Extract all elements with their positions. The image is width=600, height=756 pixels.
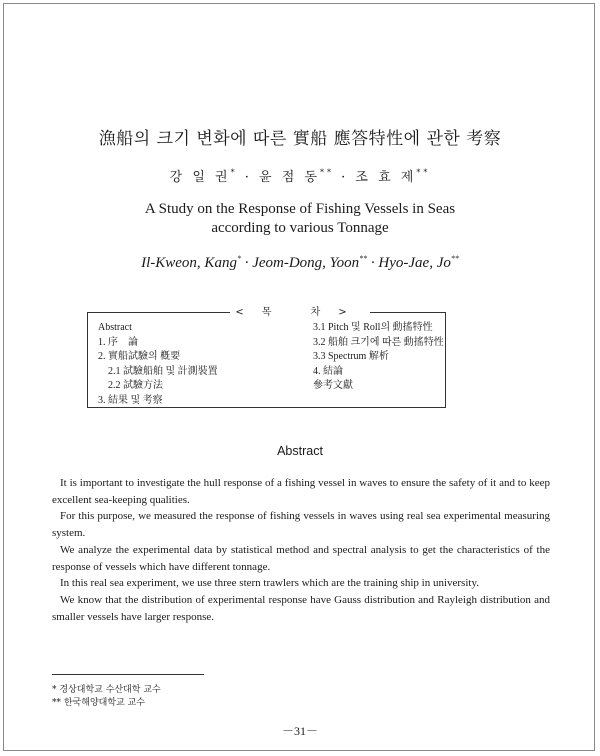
korean-title: 漁船의 크기 변화에 따른 實船 應答特性에 관한 考察 xyxy=(98,129,502,149)
korean-author-2-mark: ** xyxy=(319,168,334,177)
english-author-sep: · xyxy=(367,255,379,271)
korean-author-1: 강 일 권 xyxy=(169,170,231,185)
english-author-1-mark: * xyxy=(236,254,241,263)
english-title-line: according to various Tonnage xyxy=(211,220,389,236)
toc-item: 3.3 Spectrum 解析 xyxy=(313,351,389,363)
english-title xyxy=(0,200,600,238)
toc-item: 3.1 Pitch 및 Roll의 動搖特性 xyxy=(313,322,433,333)
toc-item: 4. 結論 xyxy=(313,365,343,377)
korean-author-sep: · xyxy=(333,170,356,185)
abstract-paragraph: For this purpose, we measured the response of fishing vessels in waves using real sea experimental measuring system. xyxy=(52,510,550,540)
korean-author-1-mark: * xyxy=(230,168,238,177)
abstract-paragraph: We analyze the experimental data by statistical method and spectral analysis to get the characteristics of the response of vessels which have different tonnage. xyxy=(52,543,550,573)
english-title-line: A Study on the Response of Fishing Vessels in Seas xyxy=(144,201,456,217)
toc-item: 1. 序 論 xyxy=(98,336,138,348)
english-author-sep: · xyxy=(240,255,253,271)
footnotes xyxy=(52,684,161,710)
english-authors xyxy=(0,254,600,272)
abstract-paragraph: It is important to investigate the hull response of a fishing vessel in waves to ensure the safety of it and to keep excellent sea-keeping qualities. xyxy=(52,477,550,506)
korean-author-2: 윤 점 동 xyxy=(259,170,320,185)
toc-item: 參考文獻 xyxy=(313,380,353,392)
english-author-3: Hyo-Jae, Jo xyxy=(378,255,451,271)
korean-author-3: 조 효 제 xyxy=(355,170,417,185)
toc-item: 2.2 試驗方法 xyxy=(108,380,163,392)
toc-item: 2. 實船試驗의 槪要 xyxy=(98,351,181,363)
toc-left-column xyxy=(98,321,218,409)
abstract-paragraph: We know that the distribution of experimental response have Gauss distribution and Rayleigh distribution and smaller vessels have larger response. xyxy=(52,593,550,623)
korean-authors xyxy=(0,166,600,185)
toc-heading-label: <목 차> xyxy=(230,307,369,318)
abstract-body xyxy=(52,475,550,625)
toc-item: 2.1 試驗船舶 및 計測裝置 xyxy=(108,365,218,377)
english-author-3-mark: ** xyxy=(450,254,459,263)
korean-author-sep: · xyxy=(237,170,260,185)
toc-heading xyxy=(0,303,600,318)
footnote-divider xyxy=(52,674,204,675)
abstract-paragraph: In this real sea experiment, we use three stern trawlers which are the training ship in university. xyxy=(60,577,479,590)
toc-item: 3.2 船舶 크기에 따른 動搖特性 xyxy=(313,336,444,348)
footnote-item: ** 한국해양대학교 교수 xyxy=(52,698,145,708)
toc-item: 3. 結果 및 考察 xyxy=(98,394,163,406)
page-number: －31－ xyxy=(281,724,318,738)
korean-author-3-mark: ** xyxy=(416,168,431,177)
toc-right-column xyxy=(313,321,444,394)
english-author-2: Jeom-Dong, Yoon xyxy=(252,255,360,271)
footnote-item: * 경상대학교 수산대학 교수 xyxy=(52,685,161,695)
abstract-heading: Abstract xyxy=(277,444,323,458)
toc-item: Abstract xyxy=(98,322,132,333)
english-author-2-mark: ** xyxy=(359,254,368,263)
english-author-1: Il-Kweon, Kang xyxy=(141,255,237,271)
